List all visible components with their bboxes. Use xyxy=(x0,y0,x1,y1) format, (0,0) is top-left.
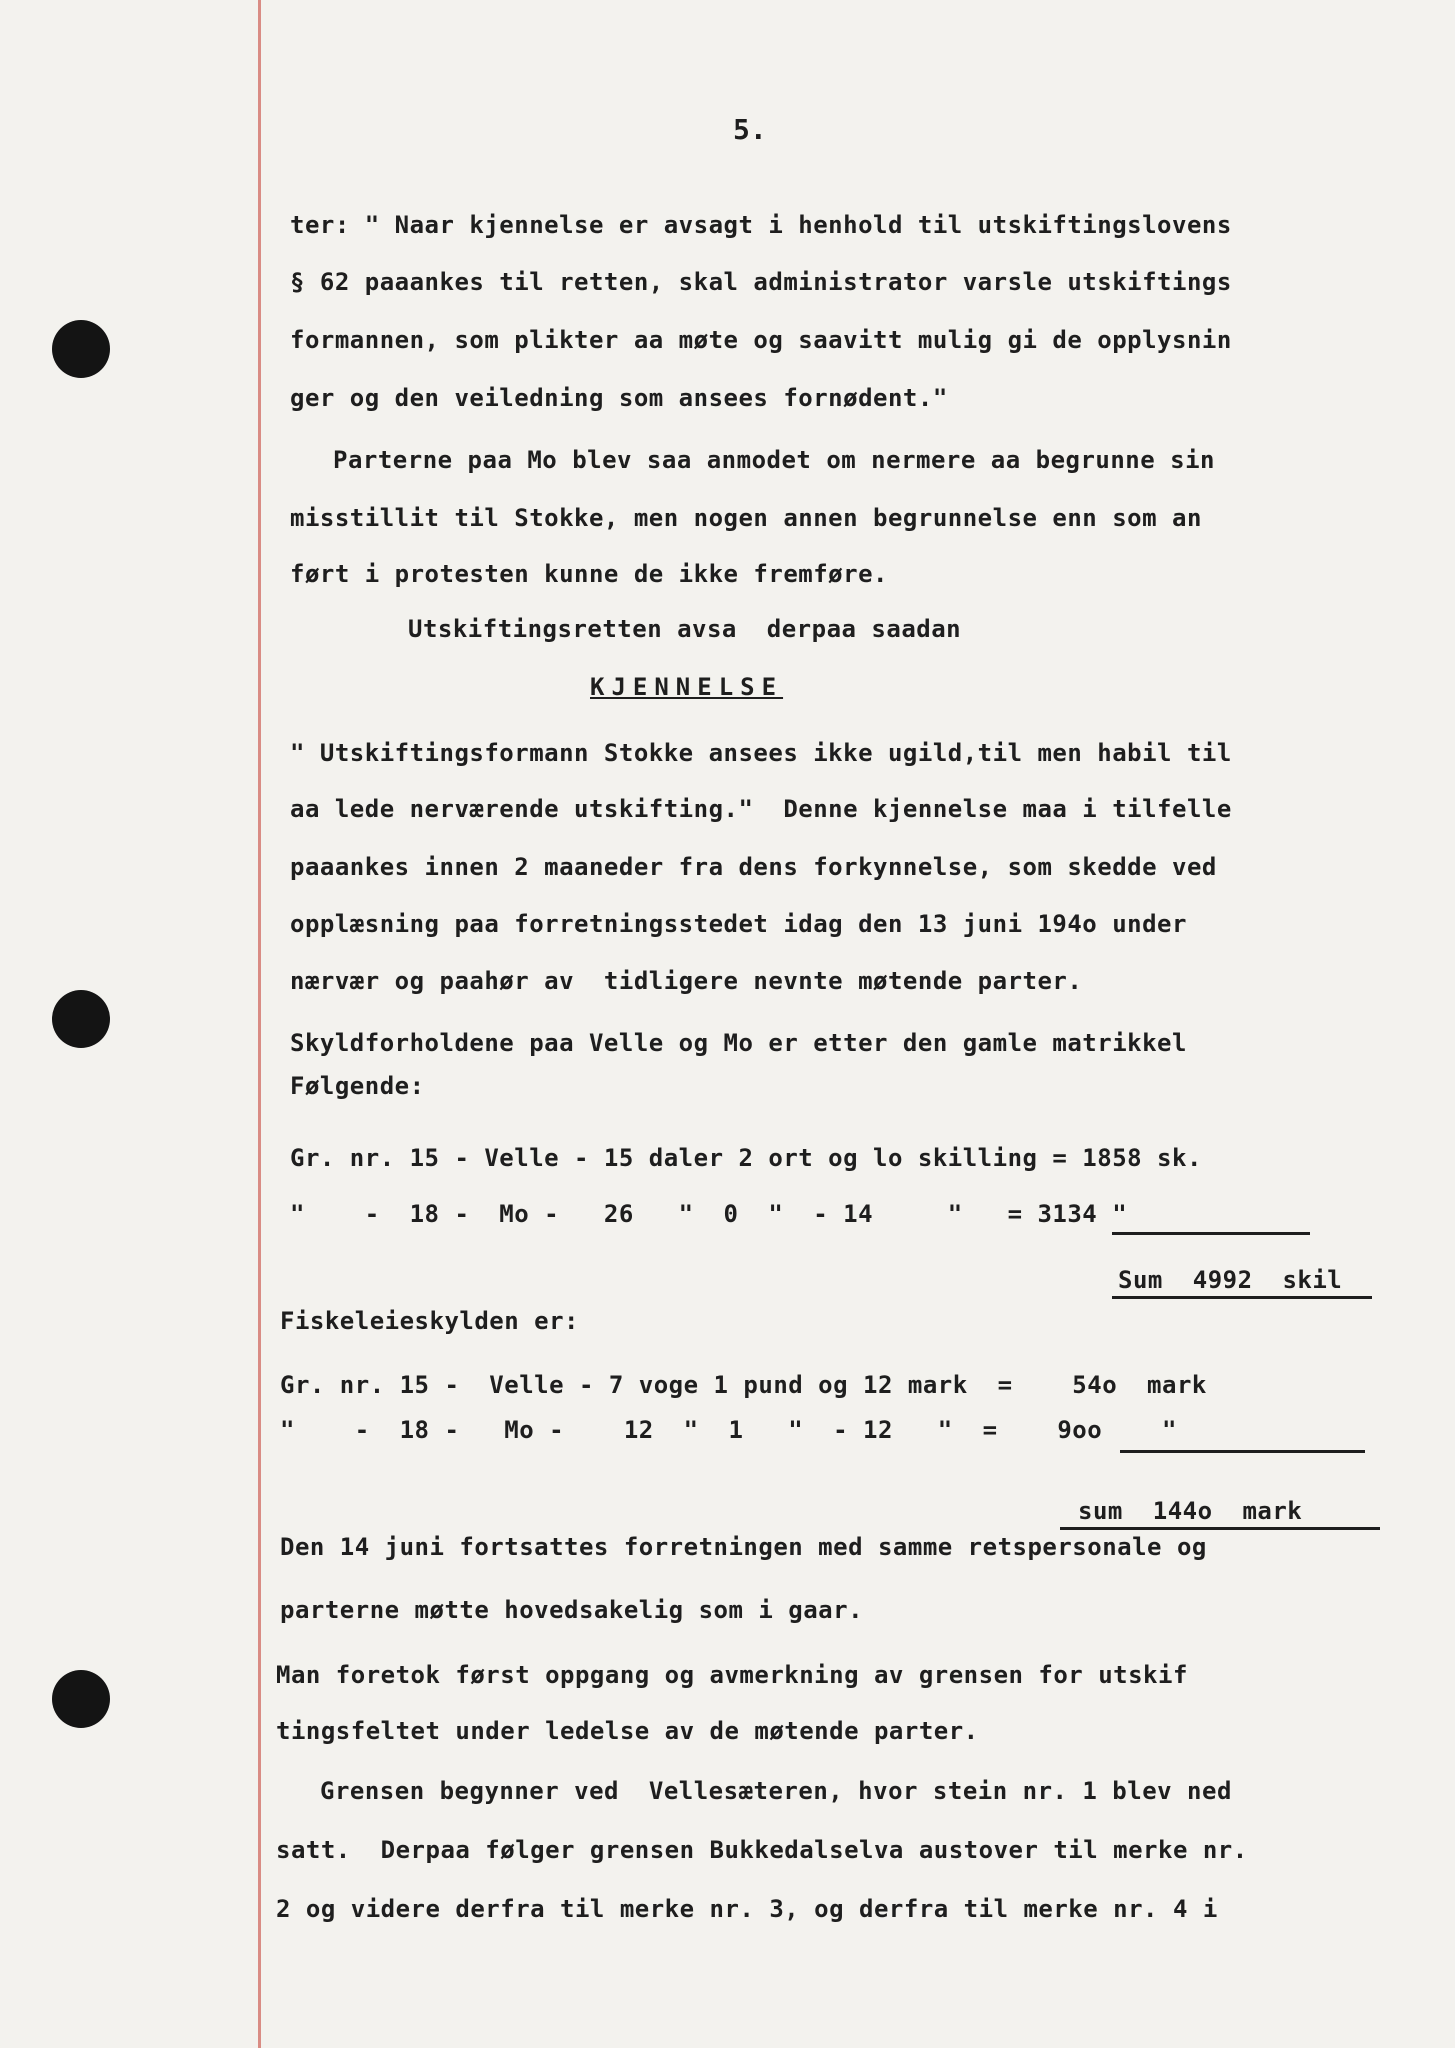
table-row: Gr. nr. 15 - Velle - 15 daler 2 ort og lo skilling = 1858 sk. xyxy=(290,1144,1202,1172)
sum-rule xyxy=(1120,1450,1365,1453)
sum-rule xyxy=(1112,1232,1310,1235)
text-line: Den 14 juni fortsattes forretningen med samme retspersonale og xyxy=(280,1533,1207,1561)
text-line: nærvær og paahør av tidligere nevnte møtende parter. xyxy=(290,967,1083,995)
punch-hole xyxy=(52,990,110,1048)
text-line: opplæsning paa forretningsstedet idag den 13 juni 194o under xyxy=(290,910,1187,938)
text-line: Grensen begynner ved Vellesæteren, hvor stein nr. 1 blev ned xyxy=(320,1777,1232,1805)
page-number: 5. xyxy=(733,113,767,146)
text-line: aa lede nerværende utskifting." Denne kjennelse maa i tilfelle xyxy=(290,795,1232,823)
text-line: ger og den veiledning som ansees fornødent." xyxy=(290,384,948,412)
table-sum: sum 144o mark xyxy=(1078,1497,1303,1525)
text-line: Parterne paa Mo blev saa anmodet om nermere aa begrunne sin xyxy=(333,446,1216,474)
table-row: " - 18 - Mo - 26 " 0 " - 14 " = 3134 " xyxy=(290,1200,1128,1228)
text-line: Utskiftingsretten avsa derpaa saadan xyxy=(408,615,962,643)
text-line: ført i protesten kunne de ikke fremføre. xyxy=(290,560,888,588)
table-row: Gr. nr. 15 - Velle - 7 voge 1 pund og 12 mark = 54o mark xyxy=(280,1371,1207,1399)
sum-rule xyxy=(1060,1527,1380,1530)
text-line: misstillit til Stokke, men nogen annen begrunnelse enn som an xyxy=(290,504,1202,532)
table-sum: Sum 4992 skil xyxy=(1118,1266,1343,1294)
text-line: Fiskeleieskylden er: xyxy=(280,1307,579,1335)
text-line: ter: " Naar kjennelse er avsagt i henhold til utskiftingslovens xyxy=(290,211,1232,239)
text-line: " Utskiftingsformann Stokke ansees ikke ugild,til men habil til xyxy=(290,739,1232,767)
margin-line xyxy=(258,0,261,2048)
text-line: Skyldforholdene paa Velle og Mo er etter den gamle matrikkel xyxy=(290,1029,1187,1057)
text-line: tingsfeltet under ledelse av de møtende parter. xyxy=(276,1717,979,1745)
text-line: satt. Derpaa følger grensen Bukkedalselva austover til merke nr. xyxy=(276,1836,1248,1864)
section-heading: KJENNELSE xyxy=(590,673,784,701)
text-line: paaankes innen 2 maaneder fra dens forkynnelse, som skedde ved xyxy=(290,853,1217,881)
text-line: parterne møtte hovedsakelig som i gaar. xyxy=(280,1596,864,1624)
text-line: Følgende: xyxy=(290,1072,425,1100)
text-line: formannen, som plikter aa møte og saavitt mulig gi de opplysnin xyxy=(290,326,1232,354)
text-line: § 62 paaankes til retten, skal administrator varsle utskiftings xyxy=(290,268,1232,296)
text-line: Man foretok først oppgang og avmerkning av grensen for utskif xyxy=(276,1661,1188,1689)
punch-hole xyxy=(52,320,110,378)
text-line: 2 og videre derfra til merke nr. 3, og derfra til merke nr. 4 i xyxy=(276,1895,1218,1923)
sum-rule xyxy=(1112,1296,1372,1299)
table-row: " - 18 - Mo - 12 " 1 " - 12 " = 9oo " xyxy=(280,1416,1177,1444)
punch-hole xyxy=(52,1670,110,1728)
